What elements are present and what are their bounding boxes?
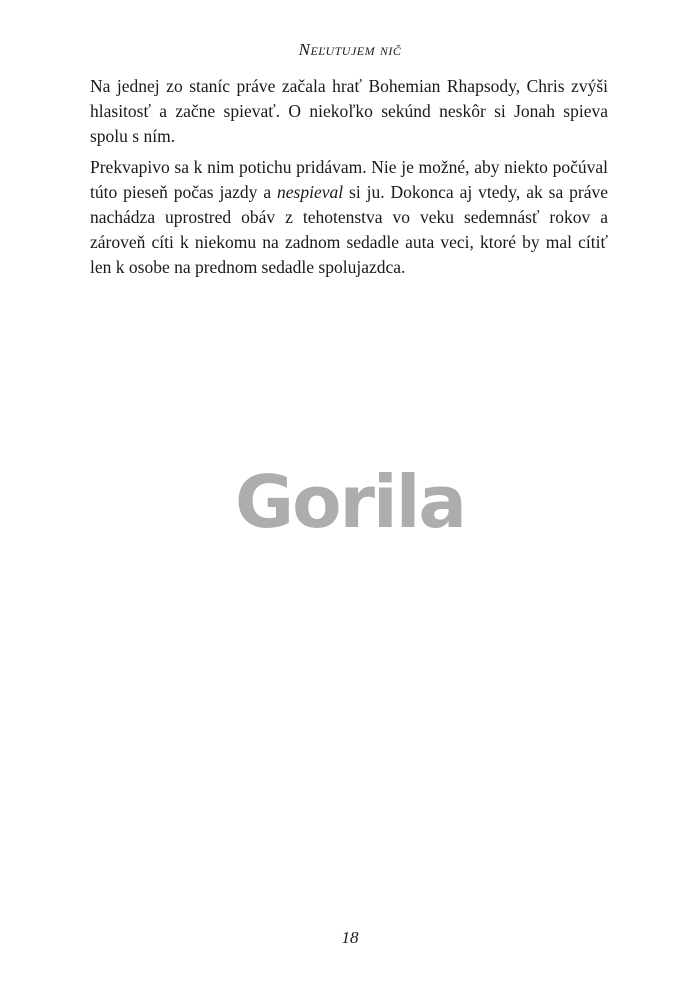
paragraph-2-end: si ju. Dokonca aj vtedy, ak sa práve nachádza uprostred obáv z tehotenstva vo veku sedemnásť rokov a zároveň cíti k niekomu na zadnom sedadle auta veci, ktoré by mal cítiť len k osobe na prednom sedadle spolujazdca.	[90, 182, 608, 277]
emphasized-word: nespieval	[277, 182, 344, 202]
watermark-logo: Gorila	[234, 460, 465, 544]
body-text	[90, 74, 608, 286]
page-number: 18	[341, 928, 359, 947]
paragraph-2-start: Prekvapivo sa k nim potichu pridávam. Nie je možné, aby niekto počúval túto pieseň počas jazdy a	[90, 157, 608, 202]
running-head: Neľutujem nič	[298, 40, 402, 59]
paragraph-1: Na jednej zo staníc práve začala hrať Bohemian Rhapsody, Chris zvýši hlasitosť a začne spievať. O niekoľko sekúnd neskôr si Jonah spieva spolu s ním.	[90, 76, 608, 146]
paragraph-2	[90, 155, 608, 280]
